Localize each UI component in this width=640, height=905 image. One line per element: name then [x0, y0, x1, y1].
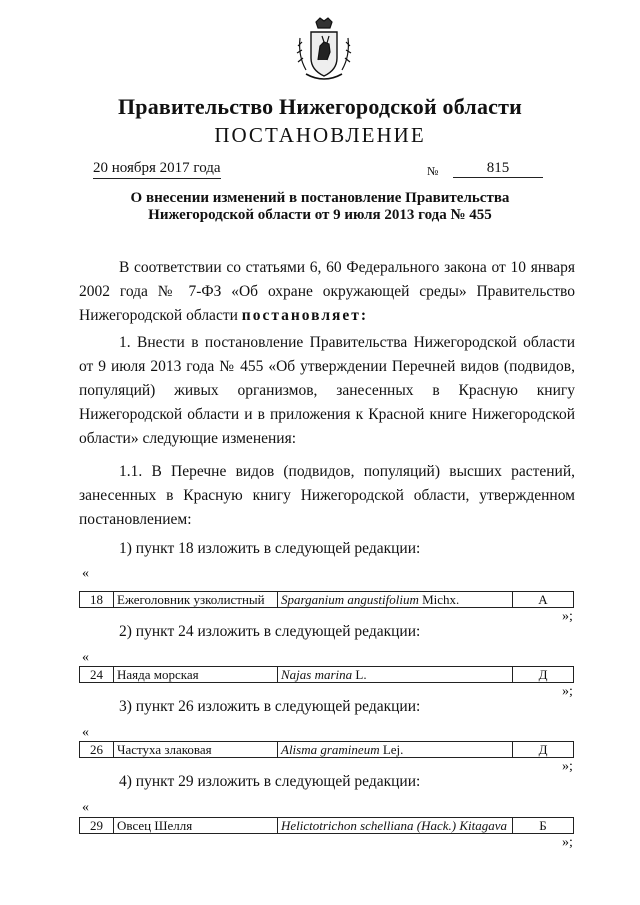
species-row [79, 817, 574, 834]
government-title: Правительство Нижегородской области [117, 94, 522, 119]
species-name: Овсец Шелля [114, 818, 278, 834]
latin-author: Lej. [379, 742, 404, 757]
row-number: 29 [80, 818, 114, 834]
species-name: Наяда морская [114, 667, 278, 683]
species-row [79, 591, 574, 608]
quote-close: »; [562, 684, 573, 699]
row-number: 24 [80, 667, 114, 683]
species-name: Частуха злаковая [114, 742, 278, 758]
preamble-text: В соответствии со статьями 6, 60 Федерального закона от 10 января 2002 года № 7-ФЗ «Об охране окружающей среды» Правительство Нижегородской области [79, 259, 575, 324]
category: Д [513, 667, 574, 683]
preamble-paragraph [79, 256, 575, 328]
document-type: ПОСТАНОВЛЕНИЕ [214, 123, 426, 147]
clause-1-1: 1.1. В Перечне видов (подвидов, популяций) высших растений, занесенных в Красную книгу Нижегородской области, утвержденном постановлением: [79, 463, 575, 528]
quote-open: « [82, 725, 89, 740]
amendment-intro: 4) пункт 29 изложить в следующей редакции: [119, 773, 421, 790]
latin-name-cell [278, 667, 513, 683]
decree-verb: постановляет: [241, 307, 369, 324]
quote-close: »; [562, 609, 573, 624]
quote-close: »; [562, 759, 573, 774]
category: А [513, 592, 574, 608]
latin-name: Najas marina [281, 667, 353, 682]
number-label: № [427, 164, 439, 178]
amendment-intro: 1) пункт 18 изложить в следующей редакции: [119, 540, 421, 557]
latin-author: Michx. [418, 592, 460, 607]
decree-number: 815 [453, 159, 543, 178]
category: Б [513, 818, 574, 834]
row-number: 18 [80, 592, 114, 608]
quote-close: »; [562, 835, 573, 850]
species-name: Ежеголовник узколистный [114, 592, 278, 608]
quote-open: « [82, 566, 89, 581]
category: Д [513, 742, 574, 758]
latin-name: Helictotrichon schelliana (Hack.) Kitagava [281, 818, 508, 833]
amendment-intro: 3) пункт 26 изложить в следующей редакции: [119, 698, 421, 715]
row-number: 26 [80, 742, 114, 758]
latin-name: Sparganium angustifolium [281, 592, 419, 607]
decree-date: 20 ноября 2017 года [93, 160, 221, 179]
coat-of-arms-emblem [294, 16, 354, 86]
latin-author: L. [352, 667, 367, 682]
species-row [79, 666, 574, 683]
latin-name: Alisma gramineum [281, 742, 380, 757]
latin-name-cell [278, 742, 513, 758]
latin-name-cell [278, 592, 513, 608]
amendment-intro: 2) пункт 24 изложить в следующей редакции: [119, 623, 421, 640]
quote-open: « [82, 650, 89, 665]
clause-1: 1. Внести в постановление Правительства Нижегородской области от 9 июля 2013 года № 455 «Об утверждении Перечней видов (подвидов, популяций) живых организмов, занесенных в Красную книгу Нижегородской области и в приложения к Красной книге Нижегородской области» следующие изменения: [79, 334, 575, 447]
species-row [79, 741, 574, 758]
quote-open: « [82, 800, 89, 815]
decree-subject: О внесении изменений в постановление Правительства Нижегородской области от 9 июля 2013 года № 455 [130, 190, 510, 223]
latin-name-cell [278, 818, 513, 834]
